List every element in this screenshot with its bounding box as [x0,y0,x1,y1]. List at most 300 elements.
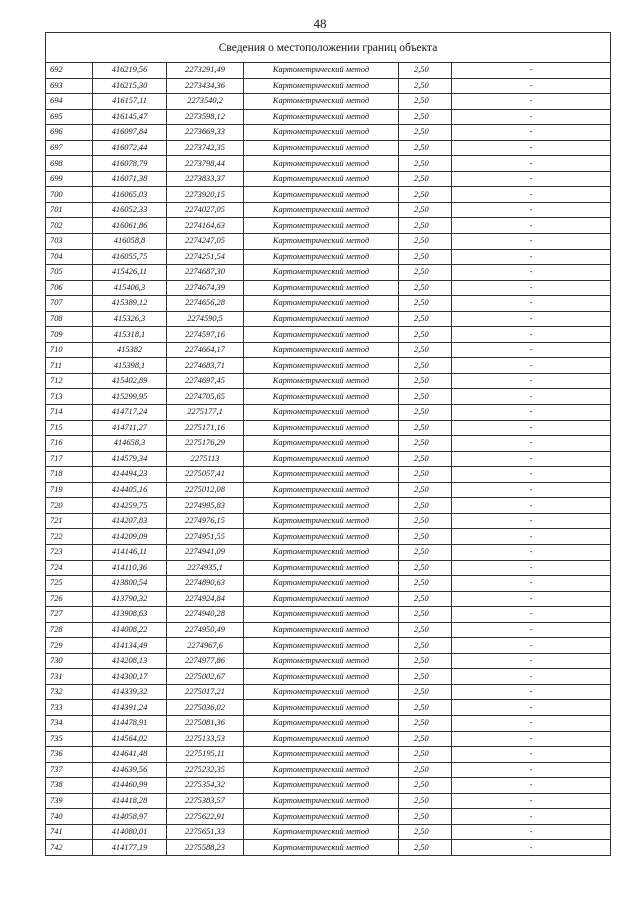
accuracy-cell: 2,50 [399,249,452,265]
point-number-cell: 738 [46,778,93,794]
point-number-cell: 734 [46,715,93,731]
y-coordinate-cell: 2275012,08 [167,482,244,498]
method-cell: Картометрический метод [244,358,399,374]
accuracy-cell: 2,50 [399,373,452,389]
x-coordinate-cell: 414711,27 [93,420,167,436]
point-number-cell: 697 [46,140,93,156]
point-number-cell: 731 [46,669,93,685]
note-cell: - [452,249,611,265]
accuracy-cell: 2,50 [399,156,452,172]
accuracy-cell: 2,50 [399,171,452,187]
note-cell: - [452,389,611,405]
accuracy-cell: 2,50 [399,280,452,296]
accuracy-cell: 2,50 [399,653,452,669]
method-cell: Картометрический метод [244,778,399,794]
note-cell: - [452,622,611,638]
y-coordinate-cell: 2274941,09 [167,544,244,560]
method-cell: Картометрический метод [244,420,399,436]
table-row [46,622,611,638]
y-coordinate-cell: 2274976,15 [167,513,244,529]
x-coordinate-cell: 415402,89 [93,373,167,389]
point-number-cell: 740 [46,809,93,825]
table-row [46,684,611,700]
accuracy-cell: 2,50 [399,436,452,452]
note-cell: - [452,731,611,747]
table-row [46,311,611,327]
y-coordinate-cell: 2274027,05 [167,202,244,218]
method-cell: Картометрический метод [244,296,399,312]
y-coordinate-cell: 2274674,39 [167,280,244,296]
point-number-cell: 724 [46,560,93,576]
x-coordinate-cell: 414658,3 [93,436,167,452]
x-coordinate-cell: 415318,1 [93,327,167,343]
accuracy-cell: 2,50 [399,591,452,607]
y-coordinate-cell: 2274656,28 [167,296,244,312]
point-number-cell: 741 [46,824,93,840]
method-cell: Картометрический метод [244,311,399,327]
method-cell: Картометрический метод [244,607,399,623]
note-cell: - [452,560,611,576]
note-cell: - [452,296,611,312]
y-coordinate-cell: 2274951,55 [167,529,244,545]
method-cell: Картометрический метод [244,669,399,685]
point-number-cell: 730 [46,653,93,669]
method-cell: Картометрический метод [244,544,399,560]
accuracy-cell: 2,50 [399,498,452,514]
method-cell: Картометрический метод [244,762,399,778]
point-number-cell: 711 [46,358,93,374]
method-cell: Картометрический метод [244,327,399,343]
accuracy-cell: 2,50 [399,389,452,405]
method-cell: Картометрический метод [244,513,399,529]
point-number-cell: 714 [46,405,93,421]
y-coordinate-cell: 2275177,1 [167,405,244,421]
x-coordinate-cell: 414564,02 [93,731,167,747]
accuracy-cell: 2,50 [399,78,452,94]
method-cell: Картометрический метод [244,840,399,856]
x-coordinate-cell: 415299,95 [93,389,167,405]
y-coordinate-cell: 2274683,71 [167,358,244,374]
accuracy-cell: 2,50 [399,140,452,156]
method-cell: Картометрический метод [244,700,399,716]
y-coordinate-cell: 2275171,16 [167,420,244,436]
method-cell: Картометрический метод [244,63,399,79]
table-row [46,731,611,747]
point-number-cell: 699 [46,171,93,187]
accuracy-cell: 2,50 [399,296,452,312]
x-coordinate-cell: 414339,32 [93,684,167,700]
note-cell: - [452,747,611,763]
table-row [46,529,611,545]
accuracy-cell: 2,50 [399,265,452,281]
method-cell: Картометрический метод [244,140,399,156]
x-coordinate-cell: 415426,11 [93,265,167,281]
point-number-cell: 698 [46,156,93,172]
method-cell: Картометрический метод [244,451,399,467]
y-coordinate-cell: 2273669,33 [167,125,244,141]
y-coordinate-cell: 2275133,53 [167,731,244,747]
table-row [46,202,611,218]
table-row [46,156,611,172]
table-row [46,327,611,343]
table-row [46,840,611,856]
point-number-cell: 707 [46,296,93,312]
accuracy-cell: 2,50 [399,405,452,421]
point-number-cell: 694 [46,94,93,110]
table-row [46,513,611,529]
point-number-cell: 725 [46,576,93,592]
y-coordinate-cell: 2273598,12 [167,109,244,125]
point-number-cell: 701 [46,202,93,218]
note-cell: - [452,638,611,654]
method-cell: Картометрический метод [244,684,399,700]
point-number-cell: 739 [46,793,93,809]
table-row [46,638,611,654]
table-row [46,700,611,716]
table-row [46,420,611,436]
note-cell: - [452,420,611,436]
x-coordinate-cell: 416078,79 [93,156,167,172]
x-coordinate-cell: 414008,22 [93,622,167,638]
point-number-cell: 720 [46,498,93,514]
x-coordinate-cell: 414405,16 [93,482,167,498]
x-coordinate-cell: 414418,28 [93,793,167,809]
y-coordinate-cell: 2275057,41 [167,467,244,483]
accuracy-cell: 2,50 [399,94,452,110]
note-cell: - [452,125,611,141]
point-number-cell: 732 [46,684,93,700]
note-cell: - [452,202,611,218]
point-number-cell: 736 [46,747,93,763]
method-cell: Картометрический метод [244,824,399,840]
method-cell: Картометрический метод [244,187,399,203]
x-coordinate-cell: 414177,19 [93,840,167,856]
accuracy-cell: 2,50 [399,669,452,685]
accuracy-cell: 2,50 [399,125,452,141]
x-coordinate-cell: 413908,63 [93,607,167,623]
y-coordinate-cell: 2274697,45 [167,373,244,389]
point-number-cell: 742 [46,840,93,856]
y-coordinate-cell: 2274940,28 [167,607,244,623]
x-coordinate-cell: 414300,17 [93,669,167,685]
x-coordinate-cell: 414146,11 [93,544,167,560]
accuracy-cell: 2,50 [399,63,452,79]
x-coordinate-cell: 415398,1 [93,358,167,374]
point-number-cell: 696 [46,125,93,141]
y-coordinate-cell: 2275383,57 [167,793,244,809]
accuracy-cell: 2,50 [399,544,452,560]
note-cell: - [452,529,611,545]
method-cell: Картометрический метод [244,482,399,498]
accuracy-cell: 2,50 [399,731,452,747]
accuracy-cell: 2,50 [399,607,452,623]
x-coordinate-cell: 414460,99 [93,778,167,794]
point-number-cell: 726 [46,591,93,607]
accuracy-cell: 2,50 [399,638,452,654]
table-row [46,669,611,685]
note-cell: - [452,669,611,685]
x-coordinate-cell: 415406,3 [93,280,167,296]
point-number-cell: 735 [46,731,93,747]
note-cell: - [452,715,611,731]
y-coordinate-cell: 2274705,65 [167,389,244,405]
x-coordinate-cell: 416055,75 [93,249,167,265]
y-coordinate-cell: 2274935,1 [167,560,244,576]
accuracy-cell: 2,50 [399,700,452,716]
x-coordinate-cell: 416097,84 [93,125,167,141]
y-coordinate-cell: 2274890,63 [167,576,244,592]
y-coordinate-cell: 2274247,05 [167,234,244,250]
x-coordinate-cell: 414209,09 [93,529,167,545]
table-row [46,436,611,452]
y-coordinate-cell: 2275195,11 [167,747,244,763]
accuracy-cell: 2,50 [399,202,452,218]
y-coordinate-cell: 2274164,63 [167,218,244,234]
x-coordinate-cell: 414391,24 [93,700,167,716]
y-coordinate-cell: 2275354,32 [167,778,244,794]
accuracy-cell: 2,50 [399,327,452,343]
method-cell: Картометрический метод [244,591,399,607]
table-row [46,171,611,187]
boundary-coordinates-table [45,32,611,856]
x-coordinate-cell: 414259,75 [93,498,167,514]
table-row [46,280,611,296]
y-coordinate-cell: 2274950,49 [167,622,244,638]
note-cell: - [452,140,611,156]
y-coordinate-cell: 2274664,17 [167,342,244,358]
method-cell: Картометрический метод [244,715,399,731]
table-row [46,296,611,312]
table-row [46,373,611,389]
table-row [46,109,611,125]
note-cell: - [452,327,611,343]
point-number-cell: 713 [46,389,93,405]
accuracy-cell: 2,50 [399,187,452,203]
table-row [46,576,611,592]
note-cell: - [452,405,611,421]
table-row [46,234,611,250]
x-coordinate-cell: 416157,11 [93,94,167,110]
table-row [46,715,611,731]
method-cell: Картометрический метод [244,560,399,576]
method-cell: Картометрический метод [244,373,399,389]
point-number-cell: 737 [46,762,93,778]
y-coordinate-cell: 2274687,30 [167,265,244,281]
note-cell: - [452,342,611,358]
note-cell: - [452,840,611,856]
accuracy-cell: 2,50 [399,482,452,498]
x-coordinate-cell: 416145,47 [93,109,167,125]
method-cell: Картометрический метод [244,436,399,452]
y-coordinate-cell: 2275232,35 [167,762,244,778]
y-coordinate-cell: 2273920,15 [167,187,244,203]
accuracy-cell: 2,50 [399,715,452,731]
point-number-cell: 702 [46,218,93,234]
table-row [46,809,611,825]
method-cell: Картометрический метод [244,793,399,809]
method-cell: Картометрический метод [244,747,399,763]
note-cell: - [452,607,611,623]
accuracy-cell: 2,50 [399,420,452,436]
table-row [46,405,611,421]
point-number-cell: 705 [46,265,93,281]
y-coordinate-cell: 2275036,02 [167,700,244,716]
note-cell: - [452,436,611,452]
note-cell: - [452,218,611,234]
accuracy-cell: 2,50 [399,218,452,234]
table-row [46,94,611,110]
y-coordinate-cell: 2274967,6 [167,638,244,654]
method-cell: Картометрический метод [244,389,399,405]
method-cell: Картометрический метод [244,809,399,825]
page-number: 48 [313,16,327,31]
accuracy-cell: 2,50 [399,560,452,576]
method-cell: Картометрический метод [244,218,399,234]
method-cell: Картометрический метод [244,529,399,545]
accuracy-cell: 2,50 [399,684,452,700]
accuracy-cell: 2,50 [399,622,452,638]
accuracy-cell: 2,50 [399,342,452,358]
note-cell: - [452,234,611,250]
point-number-cell: 693 [46,78,93,94]
note-cell: - [452,684,611,700]
y-coordinate-cell: 2274977,86 [167,653,244,669]
table-row [46,560,611,576]
y-coordinate-cell: 2275017,21 [167,684,244,700]
note-cell: - [452,63,611,79]
note-cell: - [452,498,611,514]
x-coordinate-cell: 416072,44 [93,140,167,156]
method-cell: Картометрический метод [244,156,399,172]
y-coordinate-cell: 2273540,2 [167,94,244,110]
table-row [46,824,611,840]
point-number-cell: 704 [46,249,93,265]
point-number-cell: 729 [46,638,93,654]
note-cell: - [452,653,611,669]
table-row [46,591,611,607]
note-cell: - [452,373,611,389]
method-cell: Картометрический метод [244,638,399,654]
y-coordinate-cell: 2273434,36 [167,78,244,94]
note-cell: - [452,467,611,483]
y-coordinate-cell: 2275588,23 [167,840,244,856]
x-coordinate-cell: 414641,48 [93,747,167,763]
accuracy-cell: 2,50 [399,576,452,592]
accuracy-cell: 2,50 [399,513,452,529]
note-cell: - [452,513,611,529]
accuracy-cell: 2,50 [399,809,452,825]
point-number-cell: 719 [46,482,93,498]
y-coordinate-cell: 2275651,33 [167,824,244,840]
y-coordinate-cell: 2273798,44 [167,156,244,172]
accuracy-cell: 2,50 [399,358,452,374]
accuracy-cell: 2,50 [399,747,452,763]
accuracy-cell: 2,50 [399,467,452,483]
x-coordinate-cell: 414208,13 [93,653,167,669]
table-row [46,451,611,467]
point-number-cell: 722 [46,529,93,545]
table-row [46,482,611,498]
method-cell: Картометрический метод [244,171,399,187]
method-cell: Картометрический метод [244,731,399,747]
method-cell: Картометрический метод [244,498,399,514]
method-cell: Картометрический метод [244,265,399,281]
note-cell: - [452,187,611,203]
x-coordinate-cell: 414080,01 [93,824,167,840]
accuracy-cell: 2,50 [399,762,452,778]
note-cell: - [452,482,611,498]
y-coordinate-cell: 2274924,84 [167,591,244,607]
table-title: Сведения о местоположении границ объекта [46,33,611,63]
y-coordinate-cell: 2275081,36 [167,715,244,731]
x-coordinate-cell: 415382 [93,342,167,358]
table-row [46,125,611,141]
table-row [46,78,611,94]
method-cell: Картометрический метод [244,405,399,421]
point-number-cell: 709 [46,327,93,343]
accuracy-cell: 2,50 [399,824,452,840]
table-row [46,467,611,483]
note-cell: - [452,358,611,374]
method-cell: Картометрический метод [244,653,399,669]
point-number-cell: 723 [46,544,93,560]
note-cell: - [452,824,611,840]
method-cell: Картометрический метод [244,109,399,125]
accuracy-cell: 2,50 [399,451,452,467]
point-number-cell: 717 [46,451,93,467]
x-coordinate-cell: 416219,56 [93,63,167,79]
x-coordinate-cell: 416052,33 [93,202,167,218]
note-cell: - [452,94,611,110]
x-coordinate-cell: 413790,32 [93,591,167,607]
y-coordinate-cell: 2274995,83 [167,498,244,514]
x-coordinate-cell: 414494,23 [93,467,167,483]
accuracy-cell: 2,50 [399,778,452,794]
note-cell: - [452,280,611,296]
x-coordinate-cell: 413800,54 [93,576,167,592]
y-coordinate-cell: 2275002,67 [167,669,244,685]
table-row [46,607,611,623]
note-cell: - [452,762,611,778]
note-cell: - [452,778,611,794]
accuracy-cell: 2,50 [399,109,452,125]
x-coordinate-cell: 414639,56 [93,762,167,778]
table-body [46,63,611,856]
point-number-cell: 692 [46,63,93,79]
x-coordinate-cell: 416061,86 [93,218,167,234]
point-number-cell: 716 [46,436,93,452]
note-cell: - [452,109,611,125]
y-coordinate-cell: 2275622,91 [167,809,244,825]
table-row [46,778,611,794]
accuracy-cell: 2,50 [399,311,452,327]
table-row [46,140,611,156]
accuracy-cell: 2,50 [399,840,452,856]
method-cell: Картометрический метод [244,342,399,358]
x-coordinate-cell: 416058,8 [93,234,167,250]
point-number-cell: 728 [46,622,93,638]
point-number-cell: 712 [46,373,93,389]
note-cell: - [452,78,611,94]
y-coordinate-cell: 2273291,49 [167,63,244,79]
x-coordinate-cell: 414134,49 [93,638,167,654]
table-row [46,747,611,763]
x-coordinate-cell: 416071,38 [93,171,167,187]
table-row [46,544,611,560]
y-coordinate-cell: 2273833,37 [167,171,244,187]
note-cell: - [452,311,611,327]
table-row [46,498,611,514]
